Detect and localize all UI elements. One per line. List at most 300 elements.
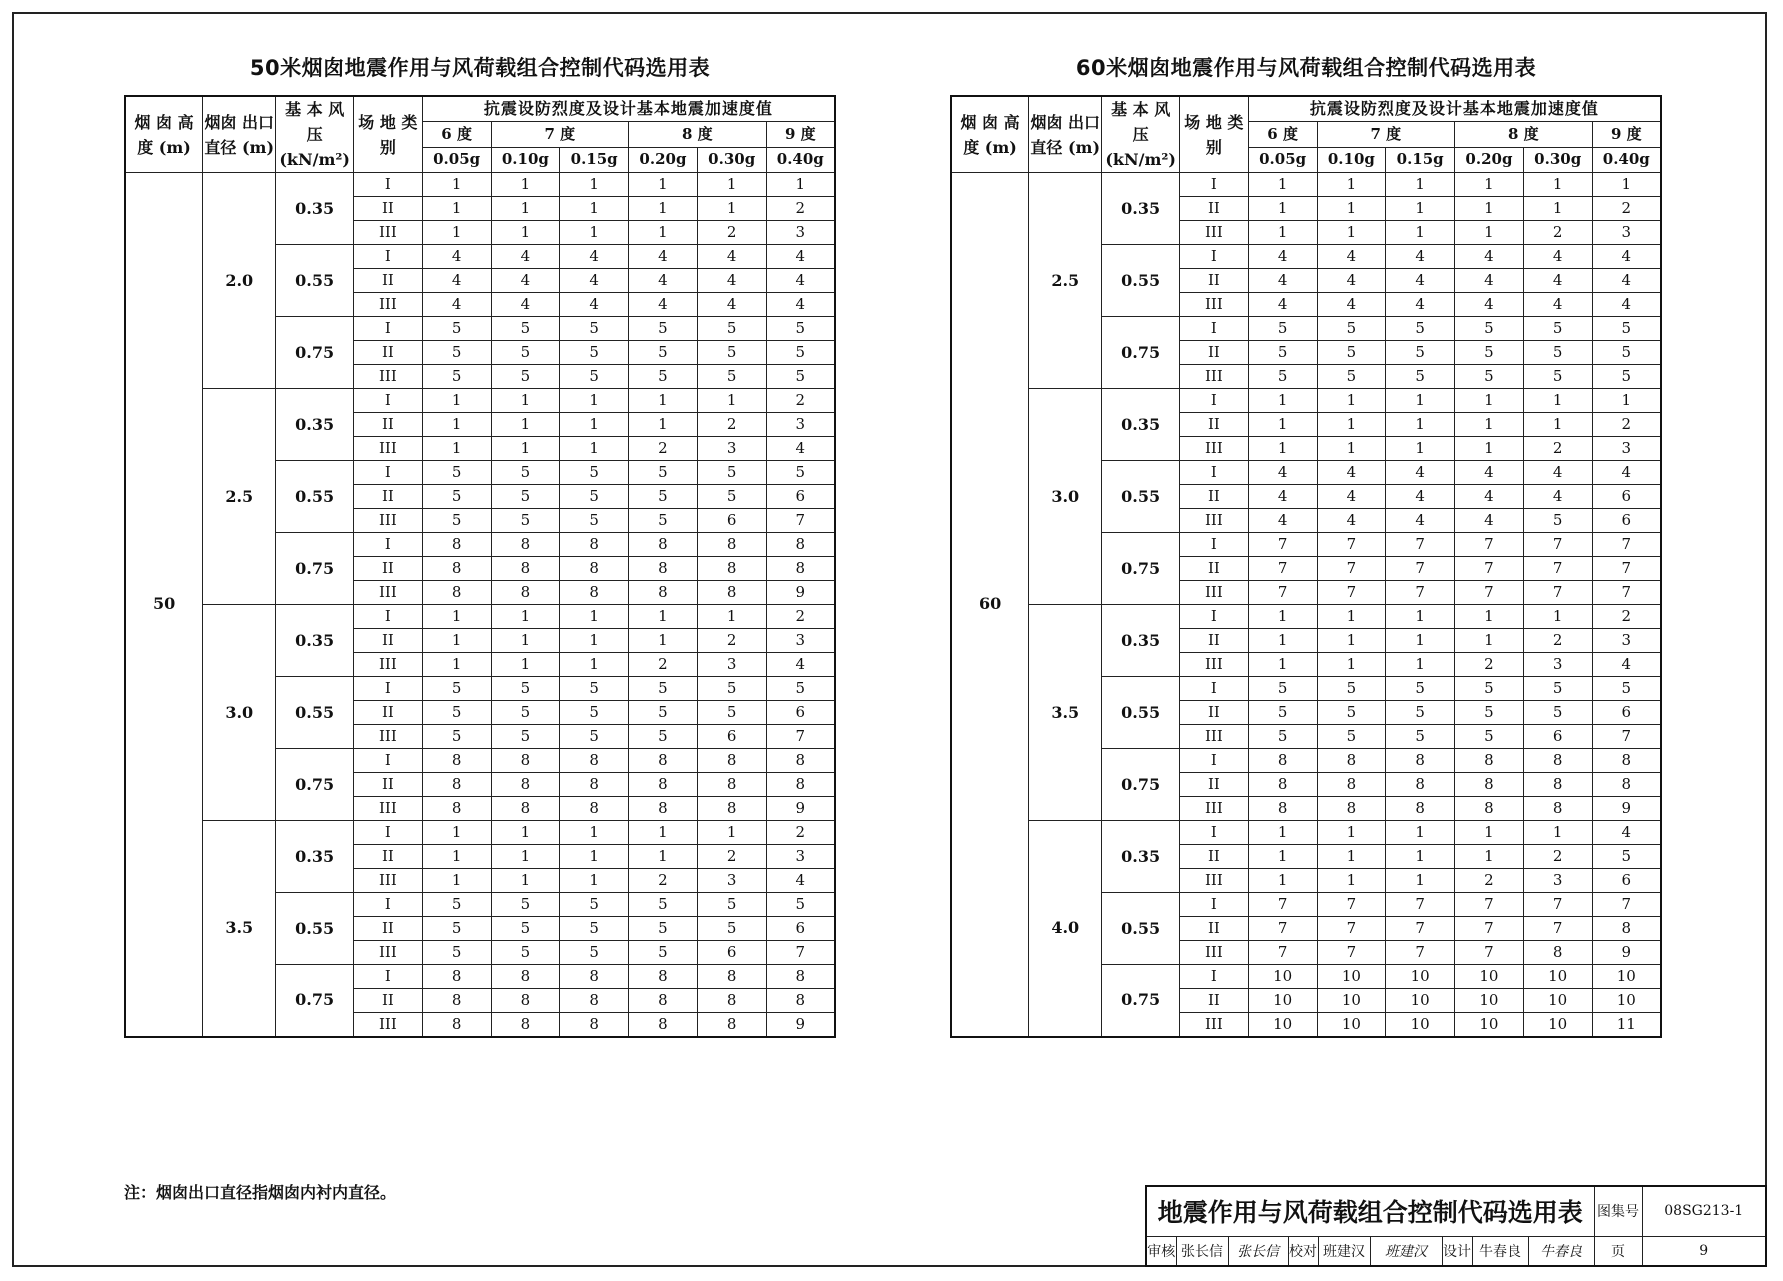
- code-cell: 5: [491, 509, 560, 533]
- code-cell: 4: [629, 293, 698, 317]
- site-class-cell: III: [353, 653, 422, 677]
- check-label: 校对: [1288, 1236, 1318, 1266]
- code-cell: 4: [1317, 245, 1386, 269]
- code-cell: 1: [1317, 437, 1386, 461]
- wind-pressure-cell: 0.35: [276, 173, 354, 245]
- header-acceleration: 0.40g: [766, 147, 835, 173]
- code-cell: 5: [697, 677, 766, 701]
- code-cell: 1: [1386, 869, 1455, 893]
- code-cell: 4: [1592, 653, 1661, 677]
- code-cell: 4: [1386, 509, 1455, 533]
- wind-pressure-cell: 0.35: [276, 821, 354, 893]
- wind-pressure-cell: 0.55: [276, 677, 354, 749]
- code-cell: 7: [1592, 533, 1661, 557]
- code-cell: 6: [1592, 509, 1661, 533]
- code-cell: 7: [1455, 941, 1524, 965]
- site-class-cell: III: [1179, 653, 1248, 677]
- diameter-cell: 3.5: [203, 821, 276, 1037]
- code-cell: 5: [1455, 677, 1524, 701]
- code-cell: 8: [1455, 749, 1524, 773]
- code-cell: 1: [491, 821, 560, 845]
- code-cell: 4: [1248, 509, 1317, 533]
- code-cell: 1: [1317, 197, 1386, 221]
- code-cell: 5: [1317, 317, 1386, 341]
- site-class-cell: III: [353, 869, 422, 893]
- code-cell: 5: [766, 341, 835, 365]
- code-cell: 2: [766, 197, 835, 221]
- code-cell: 4: [1248, 485, 1317, 509]
- wind-pressure-cell: 0.55: [1102, 245, 1180, 317]
- code-cell: 8: [1248, 773, 1317, 797]
- code-cell: 5: [697, 365, 766, 389]
- code-cell: 3: [766, 413, 835, 437]
- code-cell: 5: [1523, 701, 1592, 725]
- code-cell: 8: [491, 989, 560, 1013]
- code-cell: 5: [766, 677, 835, 701]
- code-cell: 6: [1592, 701, 1661, 725]
- site-class-cell: I: [1179, 317, 1248, 341]
- code-cell: 1: [697, 173, 766, 197]
- header-intensity: 8 度: [629, 122, 767, 148]
- code-cell: 5: [697, 461, 766, 485]
- site-class-cell: I: [1179, 965, 1248, 989]
- code-cell: 5: [422, 941, 491, 965]
- code-cell: 4: [491, 293, 560, 317]
- code-cell: 7: [1523, 893, 1592, 917]
- code-cell: 2: [697, 413, 766, 437]
- diameter-cell: 2.5: [203, 389, 276, 605]
- code-cell: 5: [560, 461, 629, 485]
- diameter-cell: 4.0: [1029, 821, 1102, 1037]
- code-cell: 8: [1386, 749, 1455, 773]
- code-cell: 3: [766, 221, 835, 245]
- code-cell: 2: [766, 605, 835, 629]
- site-class-cell: II: [1179, 773, 1248, 797]
- code-cell: 1: [766, 173, 835, 197]
- site-class-cell: III: [353, 581, 422, 605]
- design-name: 牛春良: [1472, 1236, 1528, 1266]
- code-cell: 8: [1455, 797, 1524, 821]
- code-cell: 8: [629, 773, 698, 797]
- site-class-cell: III: [1179, 869, 1248, 893]
- code-cell: 1: [1386, 845, 1455, 869]
- table-row: [951, 605, 1661, 629]
- site-class-cell: I: [1179, 173, 1248, 197]
- code-cell: 1: [697, 821, 766, 845]
- code-cell: 4: [560, 293, 629, 317]
- code-cell: 1: [422, 221, 491, 245]
- code-cell: 8: [1523, 773, 1592, 797]
- code-cell: 5: [1592, 677, 1661, 701]
- code-cell: 5: [560, 893, 629, 917]
- wind-pressure-cell: 0.55: [276, 893, 354, 965]
- code-cell: 1: [422, 605, 491, 629]
- code-cell: 8: [491, 965, 560, 989]
- header-intensity: 6 度: [422, 122, 491, 148]
- code-cell: 8: [697, 533, 766, 557]
- code-cell: 7: [766, 725, 835, 749]
- code-cell: 1: [629, 389, 698, 413]
- code-cell: 5: [422, 509, 491, 533]
- code-cell: 1: [491, 413, 560, 437]
- header-acceleration: 0.10g: [491, 147, 560, 173]
- code-cell: 8: [1455, 773, 1524, 797]
- code-cell: 5: [1523, 317, 1592, 341]
- code-cell: 5: [1248, 701, 1317, 725]
- code-cell: 5: [491, 917, 560, 941]
- code-cell: 3: [1592, 221, 1661, 245]
- wind-pressure-cell: 0.75: [1102, 533, 1180, 605]
- code-cell: 1: [1386, 197, 1455, 221]
- site-class-cell: I: [1179, 749, 1248, 773]
- code-cell: 2: [629, 869, 698, 893]
- wind-pressure-cell: 0.35: [276, 389, 354, 461]
- code-cell: 4: [1248, 245, 1317, 269]
- code-cell: 6: [1592, 485, 1661, 509]
- site-class-cell: III: [1179, 1013, 1248, 1037]
- code-cell: 1: [1523, 413, 1592, 437]
- site-class-cell: II: [353, 773, 422, 797]
- code-cell: 5: [1317, 365, 1386, 389]
- code-cell: 10: [1248, 1013, 1317, 1037]
- code-cell: 1: [1386, 389, 1455, 413]
- code-cell: 8: [422, 581, 491, 605]
- site-class-cell: II: [353, 989, 422, 1013]
- code-cell: 8: [766, 773, 835, 797]
- code-cell: 7: [1523, 917, 1592, 941]
- code-cell: 7: [1248, 557, 1317, 581]
- code-cell: 1: [560, 173, 629, 197]
- code-cell: 1: [560, 221, 629, 245]
- code-cell: 8: [697, 965, 766, 989]
- code-cell: 9: [766, 1013, 835, 1037]
- code-cell: 1: [1317, 629, 1386, 653]
- code-cell: 5: [697, 317, 766, 341]
- code-cell: 1: [1317, 869, 1386, 893]
- site-class-cell: III: [353, 509, 422, 533]
- site-class-cell: II: [1179, 701, 1248, 725]
- code-cell: 4: [1386, 293, 1455, 317]
- code-cell: 5: [491, 701, 560, 725]
- code-cell: 4: [629, 245, 698, 269]
- code-cell: 1: [491, 845, 560, 869]
- header-height: 烟 囱 高 度 (m): [125, 96, 203, 173]
- code-cell: 2: [1592, 197, 1661, 221]
- code-cell: 4: [491, 245, 560, 269]
- code-cell: 1: [1455, 221, 1524, 245]
- code-cell: 7: [1317, 557, 1386, 581]
- code-cell: 1: [560, 869, 629, 893]
- code-cell: 1: [422, 389, 491, 413]
- code-cell: 8: [629, 581, 698, 605]
- site-class-cell: I: [1179, 821, 1248, 845]
- code-cell: 8: [491, 533, 560, 557]
- design-signature: 牛春良: [1528, 1236, 1594, 1266]
- code-cell: 6: [697, 941, 766, 965]
- site-class-cell: II: [353, 701, 422, 725]
- header-acceleration: 0.20g: [1455, 147, 1524, 173]
- code-cell: 8: [560, 965, 629, 989]
- review-signature: 张长信: [1228, 1236, 1288, 1266]
- code-cell: 1: [1248, 653, 1317, 677]
- code-cell: 5: [560, 917, 629, 941]
- code-cell: 4: [1592, 461, 1661, 485]
- header-diameter: 烟囱 出口直径 (m): [1029, 96, 1102, 173]
- code-cell: 1: [560, 845, 629, 869]
- code-cell: 7: [1455, 533, 1524, 557]
- check-signature: 班建汉: [1370, 1236, 1442, 1266]
- wind-pressure-cell: 0.75: [276, 533, 354, 605]
- code-cell: 4: [1317, 293, 1386, 317]
- code-cell: 3: [697, 437, 766, 461]
- code-cell: 5: [1455, 341, 1524, 365]
- code-cell: 5: [1592, 341, 1661, 365]
- code-cell: 5: [560, 701, 629, 725]
- code-cell: 6: [766, 917, 835, 941]
- code-cell: 5: [491, 677, 560, 701]
- header-acceleration: 0.05g: [422, 147, 491, 173]
- site-class-cell: III: [353, 941, 422, 965]
- code-cell: 5: [766, 365, 835, 389]
- site-class-cell: II: [353, 629, 422, 653]
- code-cell: 1: [1248, 821, 1317, 845]
- code-cell: 1: [1317, 821, 1386, 845]
- code-cell: 8: [422, 749, 491, 773]
- code-cell: 5: [697, 485, 766, 509]
- code-cell: 1: [629, 821, 698, 845]
- site-class-cell: III: [353, 797, 422, 821]
- header-intensity: 7 度: [491, 122, 629, 148]
- site-class-cell: I: [1179, 893, 1248, 917]
- code-cell: 1: [491, 653, 560, 677]
- code-cell: 1: [697, 389, 766, 413]
- code-cell: 1: [629, 845, 698, 869]
- code-cell: 5: [629, 917, 698, 941]
- code-cell: 7: [1386, 941, 1455, 965]
- code-cell: 5: [560, 725, 629, 749]
- code-cell: 7: [1455, 581, 1524, 605]
- code-cell: 4: [697, 245, 766, 269]
- header-acceleration: 0.20g: [629, 147, 698, 173]
- site-class-cell: III: [353, 293, 422, 317]
- code-cell: 5: [491, 941, 560, 965]
- code-cell: 10: [1455, 989, 1524, 1013]
- header-diameter: 烟囱 出口直径 (m): [203, 96, 276, 173]
- code-cell: 3: [766, 845, 835, 869]
- code-cell: 5: [491, 893, 560, 917]
- code-cell: 7: [1523, 533, 1592, 557]
- code-cell: 8: [629, 965, 698, 989]
- code-cell: 8: [560, 749, 629, 773]
- code-cell: 7: [1592, 725, 1661, 749]
- code-cell: 4: [1592, 245, 1661, 269]
- code-cell: 8: [697, 581, 766, 605]
- code-cell: 1: [1523, 173, 1592, 197]
- code-cell: 7: [1248, 533, 1317, 557]
- code-cell: 7: [1317, 581, 1386, 605]
- code-cell: 4: [697, 269, 766, 293]
- code-cell: 3: [1592, 629, 1661, 653]
- code-cell: 5: [629, 893, 698, 917]
- code-cell: 4: [1386, 269, 1455, 293]
- site-class-cell: II: [353, 197, 422, 221]
- code-cell: 7: [1386, 533, 1455, 557]
- code-cell: 5: [697, 893, 766, 917]
- wind-pressure-cell: 0.55: [276, 245, 354, 317]
- code-cell: 4: [422, 245, 491, 269]
- code-cell: 8: [697, 797, 766, 821]
- code-cell: 7: [766, 941, 835, 965]
- code-cell: 1: [560, 413, 629, 437]
- site-class-cell: I: [353, 965, 422, 989]
- site-class-cell: III: [1179, 509, 1248, 533]
- header-intensity: 7 度: [1317, 122, 1455, 148]
- page-label: 页: [1594, 1236, 1642, 1266]
- code-cell: 4: [1386, 485, 1455, 509]
- site-class-cell: I: [1179, 533, 1248, 557]
- site-class-cell: II: [1179, 485, 1248, 509]
- code-cell: 1: [1455, 173, 1524, 197]
- code-cell: 5: [1317, 677, 1386, 701]
- site-class-cell: III: [353, 437, 422, 461]
- code-cell: 8: [1248, 797, 1317, 821]
- code-cell: 4: [1455, 293, 1524, 317]
- code-cell: 5: [1248, 677, 1317, 701]
- code-cell: 10: [1248, 965, 1317, 989]
- site-class-cell: I: [353, 245, 422, 269]
- code-cell: 5: [1248, 341, 1317, 365]
- code-cell: 1: [1248, 413, 1317, 437]
- footnote: 注：烟囱出口直径指烟囱内衬内直径。: [124, 1183, 397, 1202]
- code-cell: 5: [1523, 509, 1592, 533]
- table-title-50m: 50米烟囱地震作用与风荷载组合控制代码选用表: [249, 56, 711, 80]
- code-cell: 4: [766, 293, 835, 317]
- code-cell: 1: [560, 653, 629, 677]
- code-cell: 7: [1317, 533, 1386, 557]
- code-cell: 1: [560, 197, 629, 221]
- header-wind-pressure: 基 本 风 压 (kN/m²): [276, 96, 354, 173]
- wind-pressure-cell: 0.55: [1102, 461, 1180, 533]
- code-cell: 6: [766, 485, 835, 509]
- code-cell: 9: [1592, 797, 1661, 821]
- code-cell: 1: [1317, 173, 1386, 197]
- table-row: [125, 389, 835, 413]
- code-cell: 1: [1455, 437, 1524, 461]
- atlas-label: 图集号: [1594, 1186, 1642, 1236]
- code-cell: 6: [697, 725, 766, 749]
- code-cell: 8: [1386, 797, 1455, 821]
- code-cell: 5: [629, 461, 698, 485]
- site-class-cell: II: [1179, 557, 1248, 581]
- code-cell: 2: [1523, 629, 1592, 653]
- code-cell: 8: [1386, 773, 1455, 797]
- site-class-cell: III: [353, 725, 422, 749]
- code-cell: 4: [766, 437, 835, 461]
- code-cell: 7: [1523, 557, 1592, 581]
- site-class-cell: II: [353, 269, 422, 293]
- code-cell: 8: [560, 773, 629, 797]
- code-cell: 1: [491, 389, 560, 413]
- site-class-cell: III: [1179, 797, 1248, 821]
- code-cell: 6: [1592, 869, 1661, 893]
- code-cell: 1: [1317, 653, 1386, 677]
- wind-pressure-cell: 0.35: [276, 605, 354, 677]
- diameter-cell: 2.0: [203, 173, 276, 389]
- code-cell: 8: [422, 965, 491, 989]
- code-cell: 8: [697, 989, 766, 1013]
- code-cell: 4: [560, 245, 629, 269]
- code-cell: 1: [422, 821, 491, 845]
- header-intensity: 6 度: [1248, 122, 1317, 148]
- code-cell: 1: [1317, 389, 1386, 413]
- code-cell: 5: [1386, 677, 1455, 701]
- site-class-cell: I: [1179, 389, 1248, 413]
- site-class-cell: I: [353, 173, 422, 197]
- header-seismic-group: 抗震设防烈度及设计基本地震加速度值: [1248, 96, 1661, 122]
- code-cell: 5: [629, 509, 698, 533]
- table-row: [951, 173, 1661, 197]
- site-class-cell: II: [353, 557, 422, 581]
- site-class-cell: III: [1179, 437, 1248, 461]
- code-cell: 1: [1248, 197, 1317, 221]
- code-cell: 5: [629, 725, 698, 749]
- site-class-cell: II: [353, 341, 422, 365]
- code-cell: 5: [491, 341, 560, 365]
- code-cell: 5: [491, 365, 560, 389]
- code-cell: 5: [1592, 317, 1661, 341]
- code-cell: 1: [491, 605, 560, 629]
- code-cell: 3: [697, 869, 766, 893]
- code-cell: 10: [1386, 965, 1455, 989]
- code-cell: 3: [1523, 653, 1592, 677]
- site-class-cell: II: [1179, 197, 1248, 221]
- code-cell: 5: [560, 341, 629, 365]
- code-cell: 8: [560, 557, 629, 581]
- code-cell: 5: [1455, 725, 1524, 749]
- code-cell: 9: [1592, 941, 1661, 965]
- code-cell: 5: [1317, 701, 1386, 725]
- code-cell: 1: [1317, 605, 1386, 629]
- code-cell: 1: [1317, 221, 1386, 245]
- code-cell: 10: [1248, 989, 1317, 1013]
- header-height: 烟 囱 高 度 (m): [951, 96, 1029, 173]
- code-cell: 5: [1455, 365, 1524, 389]
- code-cell: 8: [766, 989, 835, 1013]
- code-cell: 8: [1317, 749, 1386, 773]
- code-cell: 10: [1592, 965, 1661, 989]
- code-cell: 1: [1523, 605, 1592, 629]
- code-cell: 5: [422, 677, 491, 701]
- code-cell: 4: [1592, 821, 1661, 845]
- code-cell: 8: [697, 1013, 766, 1037]
- code-cell: 2: [1455, 869, 1524, 893]
- diameter-cell: 3.0: [1029, 389, 1102, 605]
- code-cell: 4: [766, 869, 835, 893]
- code-cell: 5: [629, 485, 698, 509]
- code-cell: 5: [1248, 317, 1317, 341]
- code-cell: 1: [491, 869, 560, 893]
- code-cell: 5: [1317, 341, 1386, 365]
- code-cell: 1: [1455, 821, 1524, 845]
- code-cell: 10: [1386, 1013, 1455, 1037]
- site-class-cell: I: [1179, 461, 1248, 485]
- code-cell: 5: [766, 893, 835, 917]
- header-acceleration: 0.15g: [560, 147, 629, 173]
- code-cell: 5: [1386, 317, 1455, 341]
- code-cell: 2: [1455, 653, 1524, 677]
- wind-pressure-cell: 0.75: [1102, 317, 1180, 389]
- code-cell: 1: [1386, 605, 1455, 629]
